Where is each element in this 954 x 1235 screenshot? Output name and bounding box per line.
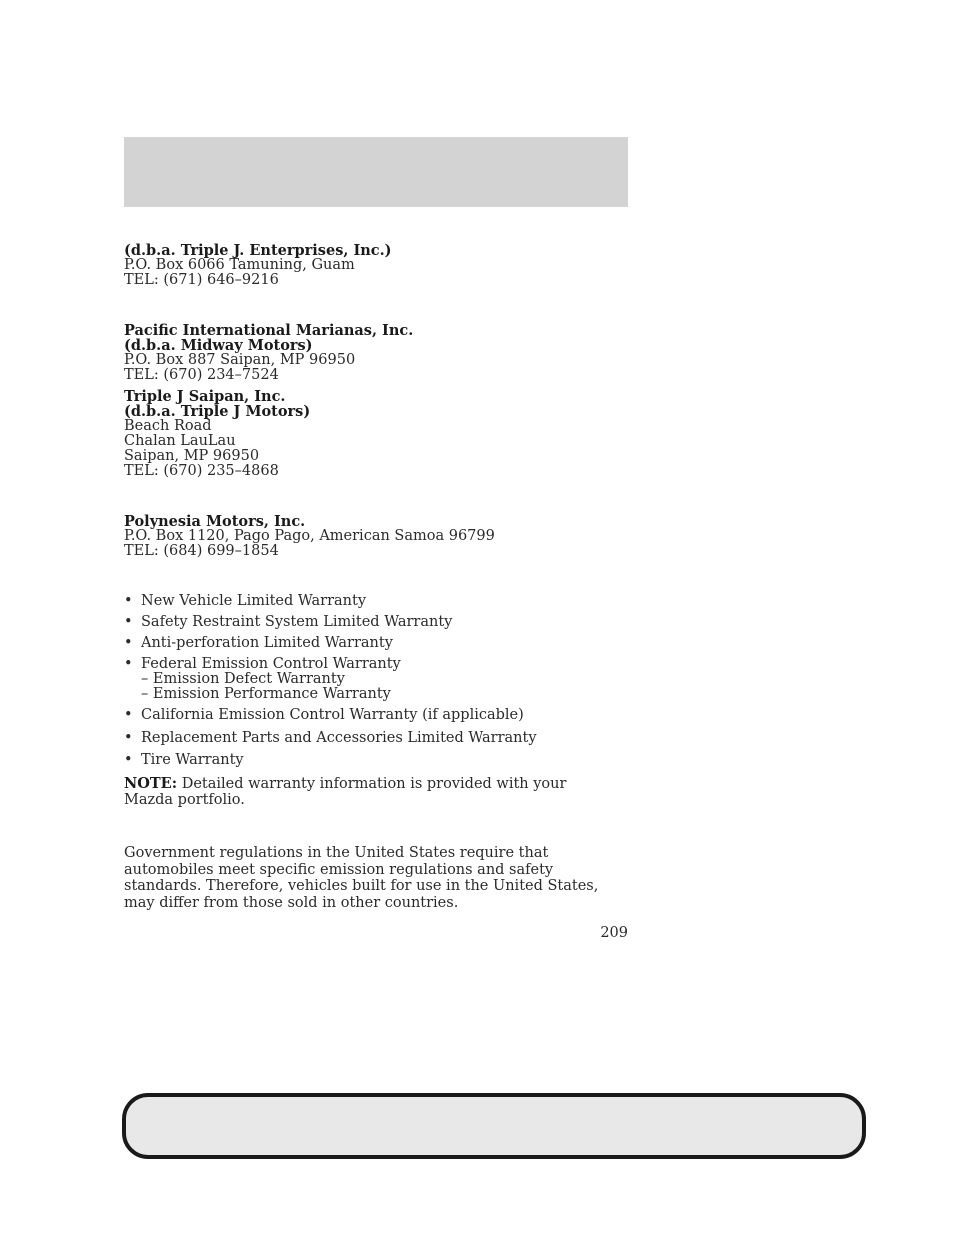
dealer-address: P.O. Box 887 Saipan, MP 96950 [124, 352, 356, 368]
bullet-icon: • [124, 593, 133, 609]
list-item [124, 636, 644, 651]
bullet-icon: • [124, 752, 133, 768]
dealer-tel: TEL: (684) 699–1854 [124, 543, 279, 559]
list-item-label: Federal Emission Control Warranty [141, 656, 401, 672]
dealer-address-line: Saipan, MP 96950 [124, 448, 260, 464]
page-number: 209 [600, 925, 628, 941]
dealer-polynesia [124, 514, 644, 559]
bullet-icon: • [124, 656, 133, 672]
bullet-icon: • [124, 707, 133, 723]
list-item-label: Replacement Parts and Accessories Limited Warranty [141, 730, 537, 746]
bullet-icon: • [124, 614, 133, 630]
dealer-name: Pacific International Marianas, Inc. [124, 322, 414, 339]
dealer-tel: TEL: (670) 234–7524 [124, 367, 279, 383]
list-item [124, 615, 644, 630]
list-item [124, 657, 644, 702]
note-paragraph [124, 776, 604, 808]
warranty-list [124, 594, 644, 768]
list-item-label: Anti-perforation Limited Warranty [141, 635, 393, 651]
dealer-dba: (d.b.a. Triple J Motors) [124, 403, 311, 420]
list-item-label: New Vehicle Limited Warranty [141, 593, 367, 609]
list-item-label: Safety Restraint System Limited Warranty [141, 614, 453, 630]
regulations-paragraph: Government regulations in the United States require that automobiles meet specific emission regulations and safety standards. Therefore, vehicles built for use in the United States, may differ from those sold in other countries. [124, 845, 599, 911]
dealer-tel: TEL: (671) 646–9216 [124, 272, 279, 288]
dealer-address: P.O. Box 1120, Pago Pago, American Samoa 96799 [124, 528, 495, 544]
list-item [124, 753, 644, 768]
dealer-name: (d.b.a. Triple J. Enterprises, Inc.) [124, 242, 392, 259]
dealer-address: P.O. Box 6066 Tamuning, Guam [124, 257, 355, 273]
bullet-icon: • [124, 635, 133, 651]
list-item-label: Tire Warranty [141, 752, 244, 768]
list-item [124, 731, 644, 746]
sub-item: – Emission Defect Warranty [141, 671, 345, 687]
dealer-guam [124, 243, 644, 288]
section-header-bar [124, 137, 628, 207]
note-label: NOTE: [124, 775, 178, 792]
list-item-label: California Emission Control Warranty (if applicable) [141, 707, 524, 723]
sub-item: – Emission Performance Warranty [141, 686, 391, 702]
dealer-name: Triple J Saipan, Inc. [124, 388, 286, 405]
dealer-triple-j-saipan [124, 389, 644, 479]
note-text: Detailed warranty information is provided with your Mazda portfolio. [124, 776, 567, 808]
list-item [124, 708, 644, 723]
dealer-address-line: Chalan LauLau [124, 433, 236, 449]
dealer-pacific-international [124, 323, 644, 383]
dealer-tel: TEL: (670) 235–4868 [124, 463, 279, 479]
bullet-icon: • [124, 730, 133, 746]
footer-frame [122, 1093, 866, 1159]
dealer-dba: (d.b.a. Midway Motors) [124, 337, 313, 354]
list-item [124, 594, 644, 609]
dealer-name: Polynesia Motors, Inc. [124, 513, 306, 530]
dealer-address-line: Beach Road [124, 418, 212, 434]
